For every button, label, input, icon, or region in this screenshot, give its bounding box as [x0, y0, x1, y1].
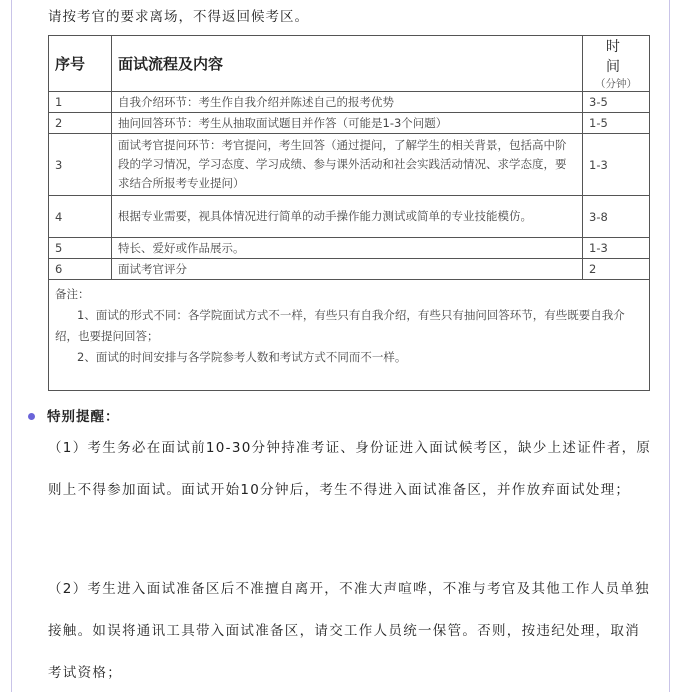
row-content: 特长、爱好或作品展示。	[112, 238, 583, 259]
row-time: 1-3	[583, 134, 650, 196]
header-content: 面试流程及内容	[112, 36, 583, 92]
note-item: 2、面试的时间安排与各学院参考人数和考试方式不同而不一样。	[77, 350, 407, 364]
row-content: 自我介绍环节：考生作自我介绍并陈述自己的报考优势	[112, 92, 583, 113]
table-row	[49, 196, 650, 238]
note-item: 1、面试的形式不同：各学院面试方式不一样，有些只有自我介绍，有些只有抽问回答环节，有些既要自我介绍，也要提问回答；	[55, 308, 625, 343]
row-no: 5	[49, 238, 112, 259]
header-time-unit: （分钟）	[595, 78, 637, 90]
row-no: 2	[49, 113, 112, 134]
intro-text: 请按考官的要求离场，不得返回候考区。	[48, 9, 309, 25]
row-no: 3	[49, 134, 112, 196]
header-time-label: 时间	[606, 39, 640, 75]
bullet-dot-icon	[28, 413, 35, 420]
reminder-paragraph: （1）考生务必在面试前10-30分钟持准考证、身份证进入面试候考区，缺少上述证件者，原则上不得参加面试。面试开始10分钟后，考生不得进入面试准备区，并作放弃面试处理；	[48, 440, 652, 498]
row-content: 根据专业需要，视具体情况进行简单的动手操作能力测试或简单的专业技能模仿。	[112, 196, 583, 238]
table-row	[49, 259, 650, 280]
notes-cell	[49, 280, 650, 391]
table-row	[49, 92, 650, 113]
row-content: 面试考官提问环节：考官提问，考生回答（通过提问，了解学生的相关背景，包括高中阶段的学习情况，学习态度、学习成绩、参与课外活动和社会实践活动情况、求学态度，要求结合所报考专业提问）	[112, 134, 583, 196]
row-time: 2	[583, 259, 650, 280]
reminder-paragraph: （2）考生进入面试准备区后不准擅自离开，不准大声喧哗，不准与考官及其他工作人员单独接触。如误将通讯工具带入面试准备区，请交工作人员统一保管。否则，按违纪处理，取消考试资格；	[48, 581, 650, 681]
header-time	[583, 36, 650, 92]
table-header-row	[49, 36, 650, 92]
row-time: 3-5	[583, 92, 650, 113]
notes-label: 备注：	[55, 287, 90, 301]
row-content: 面试考官评分	[112, 259, 583, 280]
header-no: 序号	[49, 36, 112, 92]
row-time: 1-3	[583, 238, 650, 259]
interview-process-table	[48, 35, 650, 391]
row-no: 1	[49, 92, 112, 113]
table-row	[49, 238, 650, 259]
reminder-title: 特别提醒：	[47, 409, 120, 425]
table-row	[49, 113, 650, 134]
row-no: 4	[49, 196, 112, 238]
reminder-heading	[28, 405, 120, 425]
notes-row	[49, 280, 650, 391]
row-time: 3-8	[583, 196, 650, 238]
row-content: 抽问回答环节：考生从抽取面试题目并作答（可能是1-3个问题）	[112, 113, 583, 134]
table-row	[49, 134, 650, 196]
row-no: 6	[49, 259, 112, 280]
row-time: 1-5	[583, 113, 650, 134]
